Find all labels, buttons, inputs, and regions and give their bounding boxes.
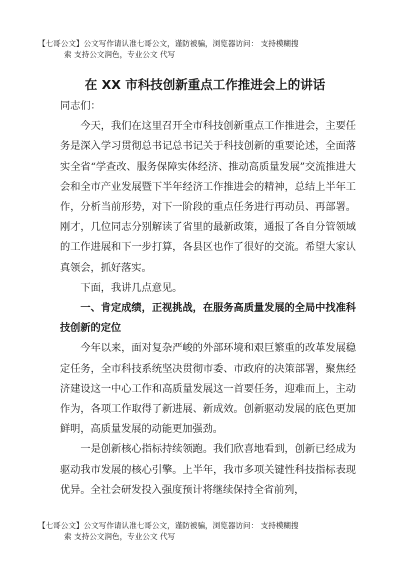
promo-banner-line2: 索 支持公文润色，专业公文 代写	[64, 532, 176, 541]
document-title: 在 XX 市科技创新重点工作推进会上的讲话	[84, 77, 326, 92]
document-body	[60, 97, 356, 501]
salutation: 同志们：	[60, 101, 101, 112]
promo-banner-bottom	[38, 520, 378, 542]
paragraph: 下面，我讲几点意见。	[80, 282, 183, 294]
promo-banner-line1: 【七哥公文】公文写作请认准七哥公文，谨防被骗，浏览器访问： 支持模糊搜	[38, 39, 299, 48]
section-heading: 一、肯定成绩，正视挑战，在服务高质量发展的全局中找准科技创新的定位	[60, 303, 356, 335]
paragraph: 今天，我们在这里召开全市科技创新重点工作推进会，主要任务是深入学习贯彻总书记总书记关于科技创新的重要论述，全面落实全省“学查改、服务保障实体经济、推动高质量发展”交流推进大会和全市产业发展暨下半年经济工作推进会的精神，总结上半年工作，分析当前形势，对下一阶段的重点任务进行再动员、再部署。刚才，几位同志分别解读了省里的最新政策，通报了各自分管领域的工作进展和下一步打算，各县区也作了很好的交流。希望大家认真领会，抓好落实。	[60, 121, 356, 274]
promo-banner-line1: 【七哥公文】公文写作请认准七哥公文，谨防被骗，浏览器访问： 支持模糊搜	[38, 521, 299, 530]
promo-banner-line2: 索 支持公文润色，专业公文 代写	[64, 50, 176, 59]
paragraph: 今年以来，面对复杂严峻的外部环境和艰巨繁重的改革发展稳定任务，全市科技系统坚决贯彻市委、市政府的决策部署，聚焦经济建设这一中心工作和高质量发展这一首要任务，迎难而上，主动作为，各项工作取得了新进展、新成效。创新驱动发展的底色更加鲜明，高质量发展的动能更加强劲。	[60, 343, 356, 436]
promo-banner-top	[38, 38, 378, 60]
paragraph: 一是创新核心指标持续领跑。我们欣喜地看到，创新已经成为驱动我市发展的核心引擎。上半年，我市多项关键性科技指标表现优异。全社会研发投入强度预计将继续保持全省前列，	[60, 444, 356, 496]
